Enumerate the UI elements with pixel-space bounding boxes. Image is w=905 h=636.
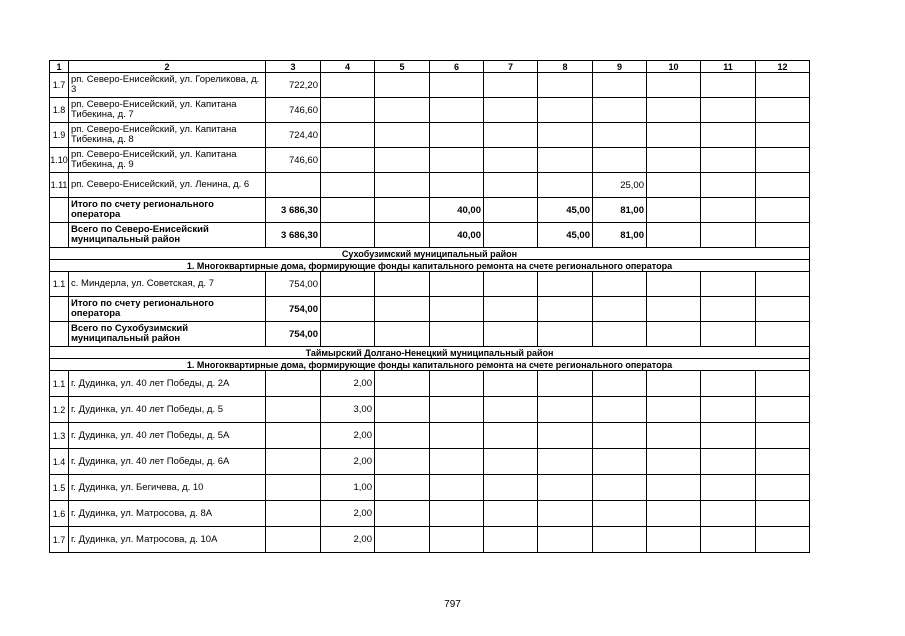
value-cell <box>484 198 538 223</box>
value-cell <box>538 272 593 297</box>
address-cell: рп. Северо-Енисейский, ул. Капитана Тибекина, д. 7 <box>69 98 266 123</box>
value-cell <box>756 173 810 198</box>
value-cell <box>375 173 430 198</box>
value-cell: 2,00 <box>321 449 375 475</box>
value-cell <box>756 475 810 501</box>
value-cell <box>701 501 756 527</box>
table-row <box>50 423 810 449</box>
value-cell <box>647 423 701 449</box>
value-cell <box>321 272 375 297</box>
column-header: 6 <box>430 61 484 73</box>
total-row <box>50 322 810 347</box>
value-cell <box>701 98 756 123</box>
value-cell <box>538 501 593 527</box>
value-cell <box>321 123 375 148</box>
value-cell <box>756 501 810 527</box>
address-cell: г. Дудинка, ул. Бегичева, д. 10 <box>69 475 266 501</box>
value-cell <box>593 475 647 501</box>
table-row <box>50 148 810 173</box>
value-cell <box>538 397 593 423</box>
value-cell: 3 686,30 <box>266 223 321 248</box>
total-row <box>50 223 810 248</box>
value-cell <box>701 449 756 475</box>
value-cell <box>647 73 701 98</box>
value-cell <box>538 98 593 123</box>
address-cell: рп. Северо-Енисейский, ул. Гореликова, д. 3 <box>69 73 266 98</box>
value-cell <box>484 123 538 148</box>
value-cell <box>647 223 701 248</box>
value-cell <box>266 449 321 475</box>
value-cell <box>593 123 647 148</box>
table-row <box>50 123 810 148</box>
table-row <box>50 527 810 553</box>
value-cell <box>647 123 701 148</box>
value-cell <box>701 198 756 223</box>
value-cell: 754,00 <box>266 297 321 322</box>
value-cell <box>593 397 647 423</box>
value-cell <box>593 322 647 347</box>
table-row <box>50 501 810 527</box>
value-cell: 1,00 <box>321 475 375 501</box>
value-cell: 722,20 <box>266 73 321 98</box>
address-cell: г. Дудинка, ул. 40 лет Победы, д. 2А <box>69 371 266 397</box>
column-header: 12 <box>756 61 810 73</box>
value-cell <box>321 148 375 173</box>
value-cell <box>375 98 430 123</box>
value-cell: 40,00 <box>430 198 484 223</box>
value-cell: 3,00 <box>321 397 375 423</box>
value-cell <box>647 173 701 198</box>
table-row <box>50 272 810 297</box>
value-cell <box>756 449 810 475</box>
column-header: 5 <box>375 61 430 73</box>
value-cell <box>538 322 593 347</box>
row-number: 1.7 <box>50 73 69 98</box>
table-row <box>50 73 810 98</box>
column-header: 8 <box>538 61 593 73</box>
section-title: Сухобузимский муниципальный район <box>50 248 810 260</box>
value-cell <box>321 297 375 322</box>
table-row <box>50 98 810 123</box>
value-cell <box>538 423 593 449</box>
value-cell <box>430 423 484 449</box>
value-cell: 40,00 <box>430 223 484 248</box>
value-cell <box>484 423 538 449</box>
value-cell <box>375 148 430 173</box>
value-cell <box>375 73 430 98</box>
value-cell <box>756 98 810 123</box>
value-cell: 2,00 <box>321 527 375 553</box>
value-cell <box>647 148 701 173</box>
row-number <box>50 322 69 347</box>
value-cell <box>321 322 375 347</box>
value-cell <box>756 223 810 248</box>
section-title: 1. Многоквартирные дома, формирующие фонды капитального ремонта на счете регионального оператора <box>50 359 810 371</box>
value-cell <box>701 527 756 553</box>
value-cell <box>484 272 538 297</box>
value-cell <box>484 501 538 527</box>
value-cell <box>538 371 593 397</box>
value-cell <box>701 272 756 297</box>
value-cell <box>430 73 484 98</box>
value-cell: 724,40 <box>266 123 321 148</box>
table-row <box>50 371 810 397</box>
value-cell <box>430 449 484 475</box>
value-cell <box>375 527 430 553</box>
value-cell <box>375 449 430 475</box>
section-title: Таймырский Долгано-Ненецкий муниципальный район <box>50 347 810 359</box>
value-cell <box>647 397 701 423</box>
value-cell: 2,00 <box>321 501 375 527</box>
value-cell <box>756 198 810 223</box>
value-cell <box>375 223 430 248</box>
value-cell <box>484 397 538 423</box>
value-cell <box>701 322 756 347</box>
value-cell: 2,00 <box>321 423 375 449</box>
value-cell <box>701 397 756 423</box>
value-cell <box>484 73 538 98</box>
row-number: 1.8 <box>50 98 69 123</box>
value-cell <box>266 527 321 553</box>
column-header: 10 <box>647 61 701 73</box>
value-cell <box>593 297 647 322</box>
value-cell <box>266 423 321 449</box>
section-row <box>50 359 810 371</box>
value-cell: 45,00 <box>538 223 593 248</box>
value-cell <box>538 297 593 322</box>
address-cell: Итого по счету регионального оператора <box>69 297 266 322</box>
value-cell <box>484 223 538 248</box>
value-cell <box>321 73 375 98</box>
value-cell <box>593 449 647 475</box>
address-cell: г. Дудинка, ул. 40 лет Победы, д. 5 <box>69 397 266 423</box>
value-cell <box>593 272 647 297</box>
value-cell <box>593 98 647 123</box>
address-cell: г. Дудинка, ул. 40 лет Победы, д. 5А <box>69 423 266 449</box>
value-cell <box>375 322 430 347</box>
address-cell: Всего по Сухобузимский муниципальный район <box>69 322 266 347</box>
row-number <box>50 198 69 223</box>
value-cell <box>266 397 321 423</box>
value-cell <box>647 449 701 475</box>
value-cell <box>593 73 647 98</box>
value-cell <box>375 198 430 223</box>
value-cell <box>593 527 647 553</box>
value-cell <box>484 148 538 173</box>
row-number: 1.11 <box>50 173 69 198</box>
address-cell: рп. Северо-Енисейский, ул. Ленина, д. 6 <box>69 173 266 198</box>
value-cell <box>701 123 756 148</box>
table-body <box>50 61 810 553</box>
value-cell: 3 686,30 <box>266 198 321 223</box>
value-cell <box>375 501 430 527</box>
value-cell <box>484 371 538 397</box>
total-row <box>50 198 810 223</box>
value-cell <box>756 397 810 423</box>
value-cell: 2,00 <box>321 371 375 397</box>
value-cell <box>321 198 375 223</box>
value-cell <box>647 272 701 297</box>
value-cell <box>538 449 593 475</box>
value-cell <box>701 371 756 397</box>
value-cell <box>321 98 375 123</box>
section-title: 1. Многоквартирные дома, формирующие фонды капитального ремонта на счете регионального оператора <box>50 260 810 272</box>
value-cell <box>430 527 484 553</box>
value-cell <box>375 371 430 397</box>
value-cell <box>593 148 647 173</box>
column-header: 2 <box>69 61 266 73</box>
value-cell <box>701 297 756 322</box>
value-cell <box>430 371 484 397</box>
row-number: 1.2 <box>50 397 69 423</box>
value-cell <box>756 322 810 347</box>
value-cell <box>375 423 430 449</box>
value-cell <box>647 297 701 322</box>
value-cell <box>375 272 430 297</box>
value-cell: 81,00 <box>593 223 647 248</box>
address-cell: рп. Северо-Енисейский, ул. Капитана Тибекина, д. 8 <box>69 123 266 148</box>
value-cell <box>430 322 484 347</box>
value-cell <box>430 98 484 123</box>
table-row <box>50 475 810 501</box>
row-number: 1.6 <box>50 501 69 527</box>
column-header: 7 <box>484 61 538 73</box>
address-cell: г. Дудинка, ул. Матросова, д. 10А <box>69 527 266 553</box>
value-cell <box>647 475 701 501</box>
row-number <box>50 297 69 322</box>
value-cell: 754,00 <box>266 322 321 347</box>
value-cell <box>701 173 756 198</box>
value-cell <box>538 148 593 173</box>
value-cell <box>484 297 538 322</box>
value-cell <box>647 322 701 347</box>
value-cell <box>701 223 756 248</box>
row-number: 1.7 <box>50 527 69 553</box>
value-cell <box>756 272 810 297</box>
page-number: 797 <box>444 599 461 610</box>
value-cell <box>321 223 375 248</box>
row-number: 1.10 <box>50 148 69 173</box>
value-cell <box>430 297 484 322</box>
value-cell <box>593 371 647 397</box>
row-number: 1.4 <box>50 449 69 475</box>
value-cell: 746,60 <box>266 98 321 123</box>
address-cell: г. Дудинка, ул. 40 лет Победы, д. 6А <box>69 449 266 475</box>
value-cell <box>756 527 810 553</box>
row-number: 1.5 <box>50 475 69 501</box>
value-cell <box>538 123 593 148</box>
value-cell <box>375 397 430 423</box>
value-cell <box>756 297 810 322</box>
value-cell <box>321 173 375 198</box>
total-row <box>50 297 810 322</box>
value-cell <box>430 148 484 173</box>
value-cell <box>266 501 321 527</box>
address-cell: рп. Северо-Енисейский, ул. Капитана Тибекина, д. 9 <box>69 148 266 173</box>
value-cell <box>756 73 810 98</box>
column-header: 3 <box>266 61 321 73</box>
value-cell <box>647 98 701 123</box>
value-cell <box>266 173 321 198</box>
address-cell: г. Дудинка, ул. Матросова, д. 8А <box>69 501 266 527</box>
section-row <box>50 260 810 272</box>
value-cell <box>484 98 538 123</box>
value-cell <box>647 371 701 397</box>
row-number: 1.9 <box>50 123 69 148</box>
value-cell <box>647 527 701 553</box>
value-cell <box>266 475 321 501</box>
value-cell <box>375 123 430 148</box>
value-cell <box>430 123 484 148</box>
header-row <box>50 61 810 73</box>
value-cell <box>593 423 647 449</box>
capital-repair-table <box>49 60 810 553</box>
value-cell <box>593 501 647 527</box>
value-cell <box>647 501 701 527</box>
value-cell: 746,60 <box>266 148 321 173</box>
value-cell <box>538 475 593 501</box>
value-cell <box>266 371 321 397</box>
value-cell <box>484 322 538 347</box>
table-row <box>50 173 810 198</box>
value-cell <box>647 198 701 223</box>
value-cell <box>701 148 756 173</box>
column-header: 9 <box>593 61 647 73</box>
section-row <box>50 248 810 260</box>
value-cell <box>484 173 538 198</box>
value-cell <box>484 527 538 553</box>
value-cell <box>701 423 756 449</box>
value-cell: 81,00 <box>593 198 647 223</box>
value-cell: 25,00 <box>593 173 647 198</box>
row-number: 1.1 <box>50 272 69 297</box>
value-cell <box>430 397 484 423</box>
value-cell <box>430 475 484 501</box>
value-cell <box>756 148 810 173</box>
column-header: 1 <box>50 61 69 73</box>
value-cell <box>430 173 484 198</box>
address-cell: с. Миндерла, ул. Советская, д. 7 <box>69 272 266 297</box>
column-header: 11 <box>701 61 756 73</box>
table-row <box>50 397 810 423</box>
value-cell <box>756 371 810 397</box>
value-cell: 754,00 <box>266 272 321 297</box>
value-cell <box>484 449 538 475</box>
value-cell <box>538 73 593 98</box>
value-cell <box>430 272 484 297</box>
row-number <box>50 223 69 248</box>
column-header: 4 <box>321 61 375 73</box>
value-cell <box>538 173 593 198</box>
value-cell <box>756 123 810 148</box>
row-number: 1.1 <box>50 371 69 397</box>
value-cell <box>375 297 430 322</box>
value-cell <box>375 475 430 501</box>
section-row <box>50 347 810 359</box>
address-cell: Итого по счету регионального оператора <box>69 198 266 223</box>
value-cell <box>701 475 756 501</box>
value-cell <box>430 501 484 527</box>
value-cell: 45,00 <box>538 198 593 223</box>
row-number: 1.3 <box>50 423 69 449</box>
value-cell <box>484 475 538 501</box>
value-cell <box>538 527 593 553</box>
value-cell <box>756 423 810 449</box>
value-cell <box>701 73 756 98</box>
table-row <box>50 449 810 475</box>
address-cell: Всего по Северо-Енисейский муниципальный район <box>69 223 266 248</box>
